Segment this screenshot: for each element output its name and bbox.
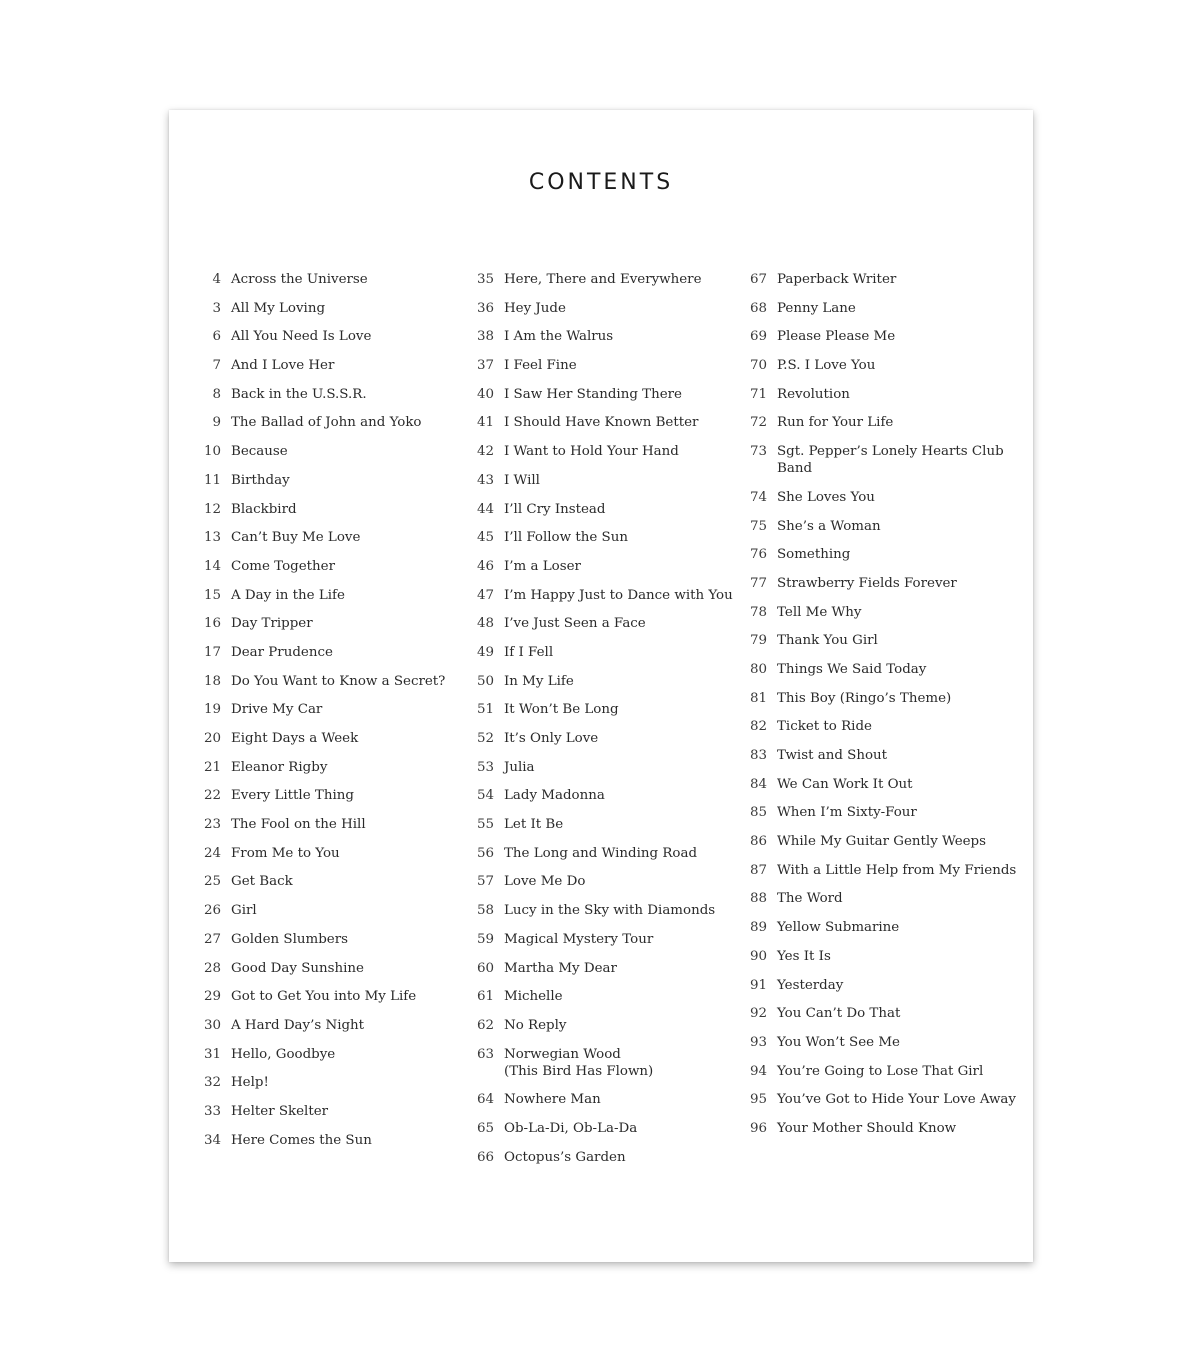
toc-page-number: 6	[212, 329, 221, 345]
toc-entry	[466, 816, 736, 833]
toc-page-number: 8	[212, 386, 221, 402]
toc-entry	[466, 730, 736, 747]
toc-entry	[739, 690, 1029, 707]
toc-song-title: Lady Madonna	[504, 788, 605, 804]
toc-entry	[193, 271, 458, 288]
toc-page-number: 89	[749, 920, 767, 936]
toc-entry	[466, 1046, 736, 1080]
toc-song-title: Back in the U.S.S.R.	[231, 386, 367, 402]
toc-song-title: While My Guitar Gently Weeps	[777, 834, 986, 850]
toc-page-number: 10	[203, 444, 221, 460]
toc-song-title: She Loves You	[777, 489, 875, 505]
toc-song-title: Girl	[231, 903, 257, 919]
toc-page-number: 29	[203, 989, 221, 1005]
toc-entry	[739, 1091, 1029, 1108]
toc-song-title: And I Love Her	[231, 358, 335, 374]
toc-entry	[466, 1091, 736, 1108]
toc-song-title: Birthday	[231, 472, 290, 488]
toc-page-number: 75	[749, 518, 767, 534]
toc-entry	[193, 730, 458, 747]
toc-page-number: 31	[203, 1046, 221, 1062]
toc-entry	[193, 1074, 458, 1091]
toc-entry	[739, 1005, 1029, 1022]
toc-song-title: I’ll Cry Instead	[504, 501, 606, 517]
toc-entry	[739, 661, 1029, 678]
toc-page-number: 83	[749, 748, 767, 763]
toc-song-title: With a Little Help from My Friends	[777, 862, 1017, 878]
toc-entry	[193, 960, 458, 977]
toc-page-number: 47	[476, 587, 494, 603]
toc-song-title: Revolution	[777, 386, 850, 402]
toc-song-title: Ticket to Ride	[777, 719, 872, 735]
toc-page-number: 61	[476, 989, 494, 1005]
toc-page-number: 72	[749, 415, 767, 431]
toc-song-title: Hello, Goodbye	[231, 1046, 336, 1062]
toc-song-title: Help!	[231, 1075, 269, 1091]
toc-song-title: Get Back	[231, 874, 293, 890]
toc-page-number: 21	[203, 759, 221, 775]
toc-entry	[739, 328, 1029, 345]
toc-entry	[739, 862, 1029, 879]
toc-page-number: 79	[749, 633, 767, 649]
toc-entry	[466, 787, 736, 804]
page-title: CONTENTS	[528, 170, 674, 195]
toc-entry	[466, 472, 736, 489]
toc-page-number: 41	[476, 415, 494, 431]
toc-song-title: I Saw Her Standing There	[504, 386, 682, 402]
toc-entry	[466, 443, 736, 460]
toc-song-title: Michelle	[504, 989, 563, 1005]
toc-page-number: 55	[476, 817, 494, 833]
toc-song-title: I’m Happy Just to Dance with You	[504, 587, 733, 603]
toc-page-number: 50	[476, 673, 494, 689]
toc-song-title: When I’m Sixty-Four	[777, 805, 917, 821]
toc-entry	[193, 873, 458, 890]
toc-entry	[466, 1149, 736, 1166]
toc-page-number: 43	[476, 472, 494, 488]
toc-entry	[193, 558, 458, 575]
toc-page-number: 23	[203, 817, 221, 833]
toc-song-title: If I Fell	[504, 644, 554, 660]
toc-entry	[466, 558, 736, 575]
toc-entry	[739, 1063, 1029, 1080]
toc-entry	[739, 386, 1029, 403]
toc-page-number: 4	[212, 272, 221, 287]
toc-song-title: Octopus’s Garden	[504, 1149, 626, 1165]
toc-page-number: 56	[476, 845, 494, 861]
toc-entry	[193, 701, 458, 718]
toc-page-number: 28	[203, 960, 221, 976]
toc-entry	[193, 845, 458, 862]
toc-song-title: Your Mother Should Know	[777, 1120, 957, 1136]
toc-song-title: Every Little Thing	[231, 788, 354, 804]
toc-song-title: We Can Work It Out	[777, 776, 913, 792]
toc-song-title: Helter Skelter	[231, 1103, 329, 1119]
toc-entry	[739, 890, 1029, 907]
toc-song-title: I’ve Just Seen a Face	[504, 616, 646, 632]
toc-entry	[739, 747, 1029, 764]
toc-page-number: 3	[212, 300, 221, 316]
toc-page-number: 90	[749, 948, 767, 964]
toc-entry	[193, 931, 458, 948]
toc-page-number: 54	[476, 788, 494, 804]
toc-entry	[739, 948, 1029, 965]
toc-entry	[466, 357, 736, 374]
toc-page-number: 86	[749, 834, 767, 850]
toc-page-number: 95	[749, 1092, 767, 1108]
toc-page-number: 48	[476, 616, 494, 632]
toc-entry	[466, 300, 736, 317]
toc-song-title: I Want to Hold Your Hand	[504, 444, 679, 460]
toc-page-number: 63	[476, 1046, 494, 1062]
toc-page-number: 38	[476, 329, 494, 345]
toc-entry	[193, 1132, 458, 1149]
toc-entry	[739, 604, 1029, 621]
toc-song-title: Come Together	[231, 558, 335, 574]
toc-song-title: Golden Slumbers	[231, 931, 348, 947]
toc-song-title: Can’t Buy Me Love	[231, 530, 361, 546]
toc-page-number: 82	[749, 719, 767, 735]
toc-song-title: Please Please Me	[777, 329, 896, 345]
toc-page-number: 20	[203, 731, 221, 746]
toc-page-number: 93	[749, 1034, 767, 1050]
toc-song-title: Tell Me Why	[777, 604, 862, 620]
toc-entry	[739, 489, 1029, 506]
toc-entry	[193, 501, 458, 518]
toc-entry	[739, 919, 1029, 936]
toc-entry	[193, 414, 458, 431]
toc-song-title: A Day in the Life	[231, 587, 345, 603]
toc-song-title: All My Loving	[231, 300, 326, 316]
toc-entry	[739, 518, 1029, 535]
toc-page-number: 44	[476, 501, 494, 517]
toc-song-title: In My Life	[504, 673, 574, 689]
toc-page-number: 91	[749, 977, 767, 993]
toc-song-title: It’s Only Love	[504, 731, 599, 746]
toc-song-title: Let It Be	[504, 817, 564, 833]
toc-song-title: Penny Lane	[777, 300, 856, 316]
toc-page-number: 45	[476, 530, 494, 546]
toc-page-number: 68	[749, 300, 767, 316]
toc-page-number: 36	[476, 300, 494, 316]
toc-entry	[466, 960, 736, 977]
toc-page-number: 22	[203, 788, 221, 804]
toc-entry	[739, 414, 1029, 431]
toc-page-number: 76	[749, 547, 767, 563]
toc-entry	[193, 328, 458, 345]
toc-song-title: I Am the Walrus	[504, 329, 614, 345]
toc-page-number: 52	[476, 731, 494, 746]
toc-page-number: 87	[749, 862, 767, 878]
toc-entry	[466, 931, 736, 948]
toc-song-title: Ob-La-Di, Ob-La-Da	[504, 1120, 638, 1136]
toc-page-number: 81	[749, 690, 767, 706]
toc-entry	[193, 587, 458, 604]
toc-song-title: She’s a Woman	[777, 518, 881, 534]
toc-page-number: 35	[476, 272, 494, 287]
toc-entry	[466, 902, 736, 919]
toc-song-title: Drive My Car	[231, 702, 323, 718]
toc-page-number: 65	[476, 1120, 494, 1136]
toc-page-number: 53	[476, 759, 494, 775]
toc-page-number: 51	[476, 702, 494, 718]
toc-entry	[466, 587, 736, 604]
toc-entry	[739, 357, 1029, 374]
toc-page-number: 24	[203, 845, 221, 861]
toc-page-number: 77	[749, 575, 767, 591]
toc-entry	[739, 1120, 1029, 1137]
toc-entry	[466, 759, 736, 776]
toc-song-title: Magical Mystery Tour	[504, 931, 654, 947]
toc-page-number: 40	[476, 386, 494, 402]
toc-page-number: 9	[212, 415, 221, 431]
toc-entry	[466, 673, 736, 690]
toc-song-title: I Feel Fine	[504, 358, 577, 374]
toc-song-title: Do You Want to Know a Secret?	[231, 673, 446, 689]
toc-page-number: 94	[749, 1063, 767, 1079]
toc-entry	[193, 816, 458, 833]
toc-song-title: Love Me Do	[504, 874, 586, 890]
toc-song-title: Lucy in the Sky with Diamonds	[504, 903, 716, 919]
toc-page-number: 13	[203, 530, 221, 546]
contents-column-1	[193, 271, 458, 1160]
toc-entry	[739, 776, 1029, 793]
toc-song-title: The Word	[777, 891, 843, 907]
toc-page-number: 64	[476, 1092, 494, 1108]
toc-page-number: 85	[749, 805, 767, 821]
toc-page-number: 73	[749, 444, 767, 460]
toc-song-title: Thank You Girl	[777, 633, 878, 649]
toc-song-title: Yellow Submarine	[777, 920, 900, 936]
toc-entry	[739, 718, 1029, 735]
toc-page-number: 57	[476, 874, 494, 890]
toc-entry	[193, 472, 458, 489]
toc-song-title: Paperback Writer	[777, 272, 897, 287]
toc-song-title: You’re Going to Lose That Girl	[777, 1063, 984, 1079]
toc-entry	[466, 529, 736, 546]
toc-song-title: Sgt. Pepper’s Lonely Hearts Club Band	[777, 444, 1004, 477]
toc-song-title: Something	[777, 547, 851, 563]
toc-page-number: 7	[212, 358, 221, 374]
toc-song-title: All You Need Is Love	[231, 329, 372, 345]
toc-entry	[466, 1120, 736, 1137]
toc-page-number: 59	[476, 931, 494, 947]
toc-entry	[466, 1017, 736, 1034]
toc-song-title: No Reply	[504, 1017, 567, 1033]
toc-entry	[193, 386, 458, 403]
toc-entry	[466, 414, 736, 431]
toc-song-title: Strawberry Fields Forever	[777, 575, 957, 591]
toc-entry	[193, 673, 458, 690]
toc-page-number: 34	[203, 1132, 221, 1148]
toc-entry	[466, 873, 736, 890]
toc-page-number: 70	[749, 358, 767, 374]
toc-song-title: Things We Said Today	[777, 661, 927, 677]
toc-entry	[739, 977, 1029, 994]
toc-page-number: 88	[749, 891, 767, 907]
toc-entry	[739, 575, 1029, 592]
toc-page-number: 84	[749, 776, 767, 792]
toc-page-number: 32	[203, 1075, 221, 1091]
toc-page-number: 18	[203, 673, 221, 689]
toc-song-title: Yesterday	[777, 977, 844, 993]
toc-entry	[466, 501, 736, 518]
toc-song-title: Eight Days a Week	[231, 731, 359, 746]
toc-song-title: Blackbird	[231, 501, 297, 517]
toc-song-title: P.S. I Love You	[777, 358, 876, 374]
toc-entry	[466, 271, 736, 288]
toc-song-title: You Won’t See Me	[777, 1034, 900, 1050]
toc-entry	[466, 644, 736, 661]
contents-column-3	[739, 271, 1029, 1149]
toc-page-number: 26	[203, 903, 221, 919]
toc-page-number: 16	[203, 616, 221, 632]
toc-entry	[193, 615, 458, 632]
contents-column-2	[466, 271, 736, 1177]
toc-song-title: The Long and Winding Road	[504, 845, 698, 861]
toc-entry	[739, 546, 1029, 563]
toc-song-title: I’m a Loser	[504, 558, 581, 574]
toc-song-title: Day Tripper	[231, 616, 313, 632]
toc-song-title: Here, There and Everywhere	[504, 272, 702, 287]
toc-song-title: The Fool on the Hill	[231, 817, 366, 833]
contents-page	[169, 110, 1033, 1262]
toc-entry	[466, 328, 736, 345]
toc-song-title: This Boy (Ringo’s Theme)	[777, 690, 952, 706]
toc-song-title: Yes It Is	[777, 948, 831, 964]
toc-entry	[739, 443, 1029, 477]
toc-entry	[193, 902, 458, 919]
toc-entry	[193, 787, 458, 804]
toc-entry	[739, 271, 1029, 288]
toc-song-title: Here Comes the Sun	[231, 1132, 372, 1148]
toc-entry	[466, 386, 736, 403]
toc-song-title: Good Day Sunshine	[231, 960, 364, 976]
toc-page-number: 37	[476, 358, 494, 374]
toc-page-number: 33	[203, 1103, 221, 1119]
toc-page-number: 17	[203, 644, 221, 660]
toc-page-number: 30	[203, 1017, 221, 1033]
toc-page-number: 71	[749, 386, 767, 402]
toc-song-title: It Won’t Be Long	[504, 702, 619, 718]
toc-song-title: I’ll Follow the Sun	[504, 530, 628, 546]
toc-song-title: Twist and Shout	[777, 748, 888, 763]
toc-entry	[193, 988, 458, 1005]
toc-entry	[466, 615, 736, 632]
toc-song-title: A Hard Day’s Night	[231, 1017, 365, 1033]
toc-page-number: 78	[749, 604, 767, 620]
toc-entry	[739, 804, 1029, 821]
toc-page-number: 69	[749, 329, 767, 345]
toc-song-title: From Me to You	[231, 845, 340, 861]
toc-page-number: 14	[203, 558, 221, 574]
toc-entry	[193, 529, 458, 546]
toc-entry	[193, 443, 458, 460]
toc-page-number: 12	[203, 501, 221, 517]
toc-page-number: 58	[476, 903, 494, 919]
toc-page-number: 96	[749, 1120, 767, 1136]
toc-entry	[739, 300, 1029, 317]
toc-song-title: Because	[231, 444, 288, 460]
toc-page-number: 46	[476, 558, 494, 574]
toc-page-number: 19	[203, 702, 221, 718]
toc-song-title: Norwegian Wood (This Bird Has Flown)	[504, 1046, 654, 1079]
toc-entry	[193, 644, 458, 661]
toc-entry	[739, 632, 1029, 649]
toc-song-title: Got to Get You into My Life	[231, 989, 417, 1005]
toc-entry	[193, 1017, 458, 1034]
toc-entry	[466, 845, 736, 862]
toc-entry	[466, 701, 736, 718]
toc-song-title: Eleanor Rigby	[231, 759, 328, 775]
toc-page-number: 74	[749, 489, 767, 505]
toc-page-number: 92	[749, 1006, 767, 1022]
toc-song-title: The Ballad of John and Yoko	[231, 415, 422, 431]
toc-song-title: Nowhere Man	[504, 1092, 601, 1108]
toc-page-number: 80	[749, 661, 767, 677]
toc-page-number: 66	[476, 1149, 494, 1165]
toc-page-number: 62	[476, 1017, 494, 1033]
toc-song-title: I Will	[504, 472, 540, 488]
toc-song-title: Julia	[504, 759, 535, 775]
toc-entry	[193, 300, 458, 317]
toc-entry	[193, 357, 458, 374]
toc-song-title: Martha My Dear	[504, 960, 617, 976]
toc-page-number: 49	[476, 644, 494, 660]
toc-entry	[466, 988, 736, 1005]
toc-entry	[193, 1046, 458, 1063]
toc-page-number: 60	[476, 960, 494, 976]
toc-song-title: I Should Have Known Better	[504, 415, 699, 431]
toc-entry	[739, 1034, 1029, 1051]
toc-song-title: You Can’t Do That	[777, 1006, 901, 1022]
toc-page-number: 27	[203, 931, 221, 947]
toc-song-title: Across the Universe	[231, 272, 368, 287]
toc-song-title: You’ve Got to Hide Your Love Away	[777, 1092, 1016, 1108]
toc-page-number: 42	[476, 444, 494, 460]
toc-entry	[739, 833, 1029, 850]
toc-song-title: Dear Prudence	[231, 644, 333, 660]
toc-page-number: 67	[749, 272, 767, 287]
toc-page-number: 25	[203, 874, 221, 890]
toc-page-number: 15	[203, 587, 221, 603]
toc-page-number: 11	[203, 472, 221, 488]
toc-song-title: Hey Jude	[504, 300, 566, 316]
toc-entry	[193, 759, 458, 776]
toc-entry	[193, 1103, 458, 1120]
toc-song-title: Run for Your Life	[777, 415, 894, 431]
